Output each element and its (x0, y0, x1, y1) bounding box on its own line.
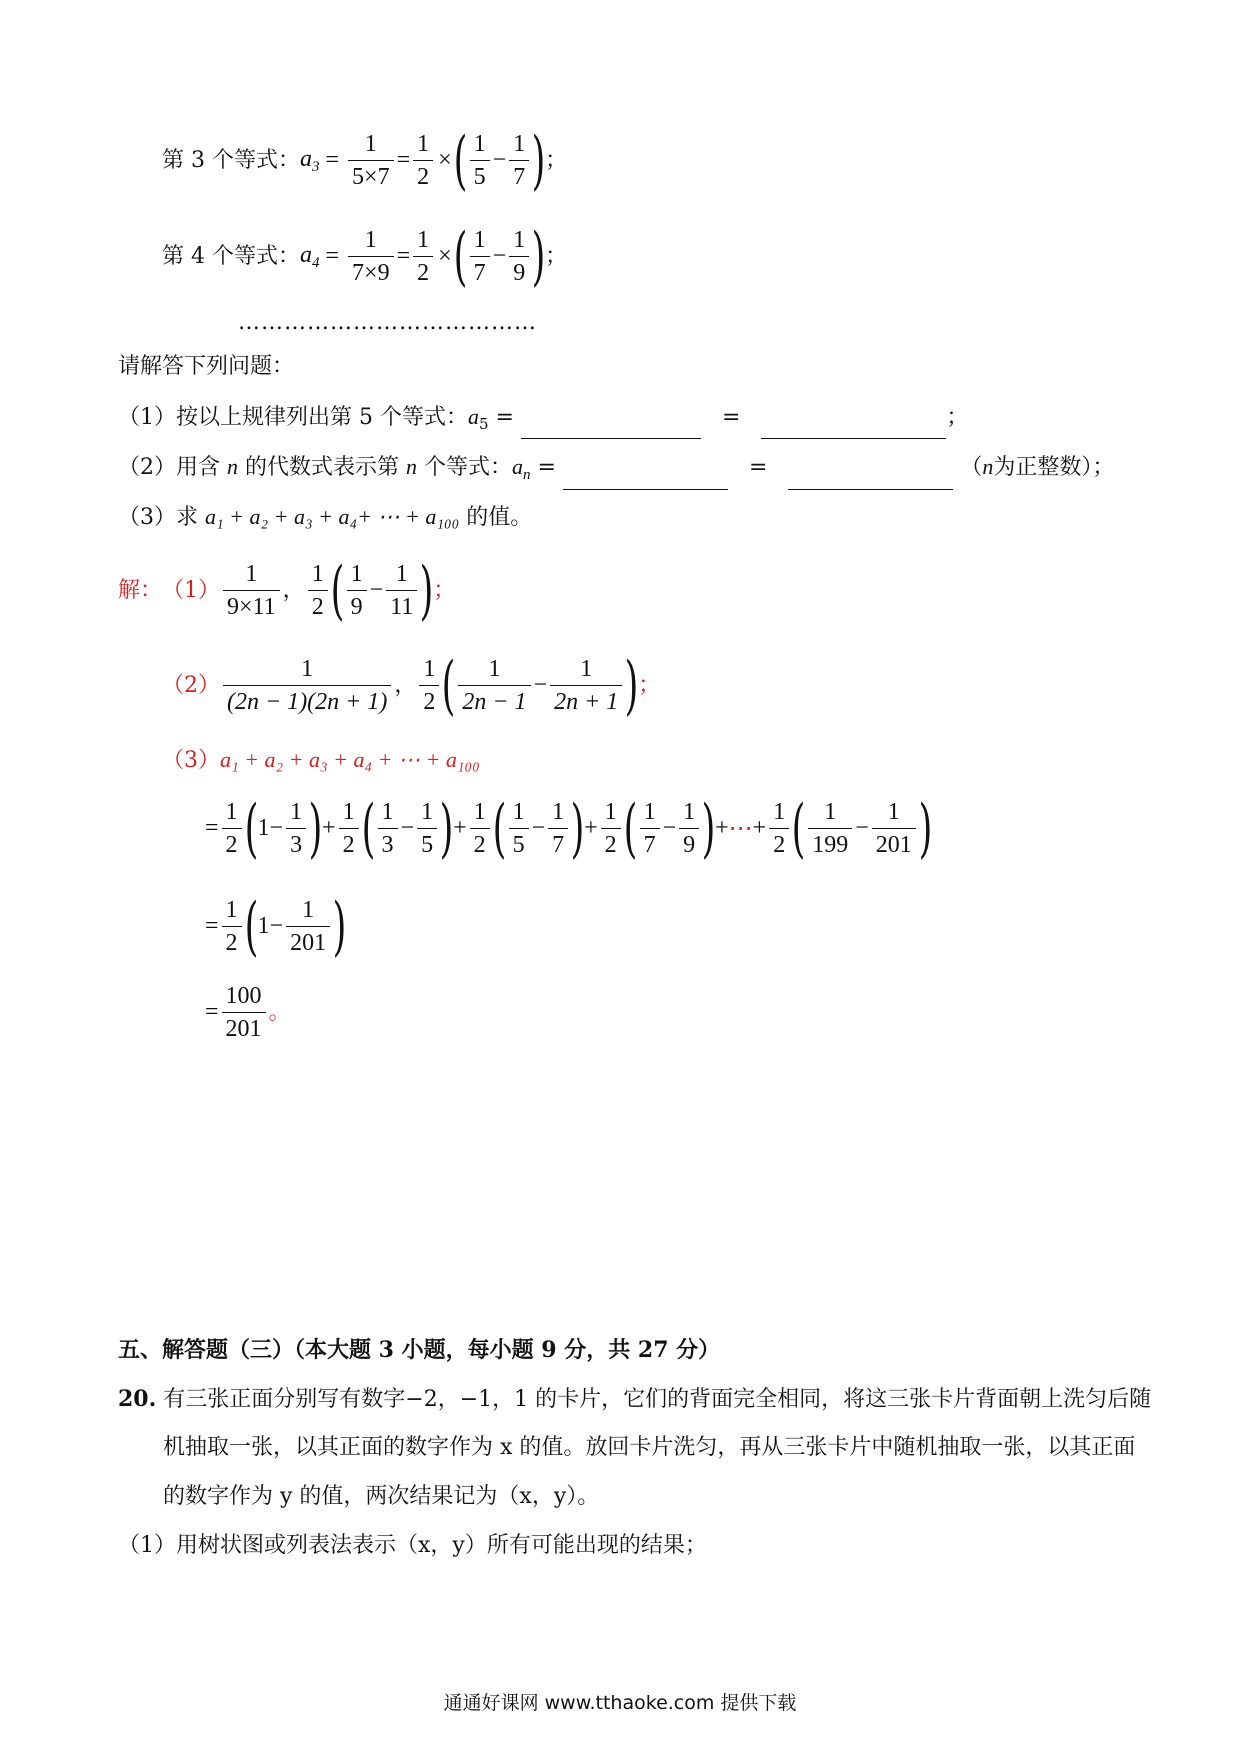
cdots: ⋯ (728, 816, 753, 842)
fraction: $\frac{1}{9}$ (509, 226, 529, 287)
equation-4: 第 4 个等式： $a_4$ = $\frac{1}{7\times 9}$ = $\frac{1}{2}$ × ( $\frac{1}{7}$ − $\frac{1}{9}$ ) ； (162, 219, 568, 294)
fraction: $\frac{1}{2}$ (470, 798, 490, 859)
equation-3: 第 3 个等式： $a_3$ = $\frac{1}{5\times 7}$ = $\frac{1}{2}$ × ( $\frac{1}{5}$ − $\frac{1}{7}$ ) ； (162, 123, 568, 198)
fraction: $\frac{1}{2}$ (339, 798, 359, 859)
fraction: $\frac{1}{7}$ (640, 798, 660, 859)
fraction: $\frac{1}{2}$ (413, 226, 433, 287)
solution-1: 解： （1） $\frac{1}{9\times 11}$ ， $\frac{1}{2}$ ( $\frac{1}{9}$ − $\frac{1}{11}$ ) ； (118, 553, 456, 628)
solution-3-result: = $\frac{100}{201}$ 。 (205, 983, 291, 1042)
fraction: $\frac{1}{5\times 7}$ (348, 130, 394, 191)
fraction: $\frac{1}{7}$ (509, 130, 529, 191)
question-2: （2）用含 n 的代数式表示第 n 个等式：$a_n$ = = （n为正整数）； (118, 452, 1114, 490)
equation-3-label: 第 3 个等式： (162, 147, 300, 173)
equation-4-lhs: $a_4$ (299, 241, 320, 271)
fraction: $\frac{1}{(2n - 1)(2n + 1)}$ (223, 655, 391, 716)
solution-3-heading: （3）a₁ + a₂ + a₃ + a₄ + ⋯ + a₁₀₀ (162, 747, 480, 773)
question-20-sub-1: （1）用树状图或列表法表示（x，y）所有可能出现的结果； (118, 1533, 707, 1558)
fraction: $\frac{1}{2}$ (222, 798, 242, 859)
fraction: $\frac{1}{2}$ (308, 560, 328, 621)
fraction: $\frac{1}{2n - 1}$ (458, 655, 530, 716)
solution-label: 解： (118, 577, 163, 603)
fraction: $\frac{1}{3}$ (378, 798, 398, 859)
solution-2: （2） $\frac{1}{(2n - 1)(2n + 1)}$ ， $\frac{1}{2}$ ( $\frac{1}{2n - 1}$ − $\frac{1}{2n + 1}$ ) ； (162, 648, 661, 723)
solution-3-line-1: = $\frac{1}{2}$ ( 1 − $\frac{1}{3}$ ) + $\frac{1}{2}$ ( $\frac{1}{3}$ − $\frac{1}{5}$ ) + $\frac{1}{2}$ ( $\frac{1}{5}$ − $\frac{1}{7}$ ) + $\frac{1}{2}$ ( $\frac{1}{7}$ − $\frac{1}{9}$ ) + ⋯ + $\frac{1}{2}$ ( $\frac{1}{199}$ − $\frac{1}{201}$ ) (205, 791, 933, 866)
answer-blank[interactable] (521, 412, 701, 439)
answer-blank[interactable] (761, 412, 946, 439)
answer-blank[interactable] (788, 463, 953, 490)
fraction: $\frac{1}{7}$ (470, 226, 490, 287)
fraction: $\frac{1}{201}$ (286, 896, 330, 957)
fraction: $\frac{1}{2}$ (419, 655, 439, 716)
fraction: $\frac{1}{2}$ (413, 130, 433, 191)
fraction: $\frac{1}{11}$ (386, 560, 417, 621)
page-footer: 通通好课网 www.tthaoke.com 提供下载 (443, 1692, 797, 1714)
question-20-line-2: 机抽取一张，以其正面的数字作为 x 的值。放回卡片洗匀，再从三张卡片中随机抽取一张，以其正面 (163, 1435, 1136, 1460)
fraction: $\frac{1}{9\times 11}$ (223, 560, 280, 621)
fraction: $\frac{1}{7}$ (548, 798, 568, 859)
fraction: $\frac{1}{3}$ (286, 798, 306, 859)
fraction: $\frac{1}{5}$ (417, 798, 437, 859)
equation-3-lhs: $a_3$ (299, 145, 320, 175)
answer-blank[interactable] (563, 463, 728, 490)
question-20-line-1: 20. 有三张正面分别写有数字−2，−1，1 的卡片，它们的背面完全相同，将这三张卡片背面朝上洗匀后随 (118, 1386, 1152, 1412)
fraction: $\frac{1}{199}$ (808, 798, 852, 859)
fraction: $\frac{1}{2}$ (601, 798, 621, 859)
fraction: $\frac{1}{2}$ (222, 896, 242, 957)
ellipsis-line: ………………………………… (238, 310, 537, 335)
fraction: $\frac{1}{201}$ (872, 798, 916, 859)
fraction: $\frac{1}{7\times 9}$ (348, 226, 394, 287)
fraction: $\frac{1}{2n + 1}$ (550, 655, 622, 716)
fraction: $\frac{1}{9}$ (679, 798, 699, 859)
fraction: $\frac{1}{9}$ (347, 560, 367, 621)
fraction: $\frac{1}{2}$ (769, 798, 789, 859)
question-1: （1）按以上规律列出第 5 个等式：$a_5$ = = ； (118, 402, 968, 439)
section-5-title: 五、解答题（三）（本大题 3 小题，每小题 9 分，共 27 分） (118, 1337, 721, 1363)
fraction: $\frac{100}{201}$ (222, 982, 266, 1043)
equation-4-label: 第 4 个等式： (162, 243, 300, 269)
fraction: $\frac{1}{5}$ (470, 130, 490, 191)
question-20-line-3: 的数字作为 y 的值，两次结果记为（x，y）。 (163, 1484, 600, 1509)
fraction: $\frac{1}{5}$ (509, 798, 529, 859)
questions-intro: 请解答下列问题： (118, 354, 295, 379)
question-3: （3）求 a₁ + a₂ + a₃ + a₄+ ⋯ + a₁₀₀ 的值。 (118, 504, 533, 530)
solution-3-line-2: = $\frac{1}{2}$ ( 1 − $\frac{1}{201}$ ) (205, 889, 347, 964)
